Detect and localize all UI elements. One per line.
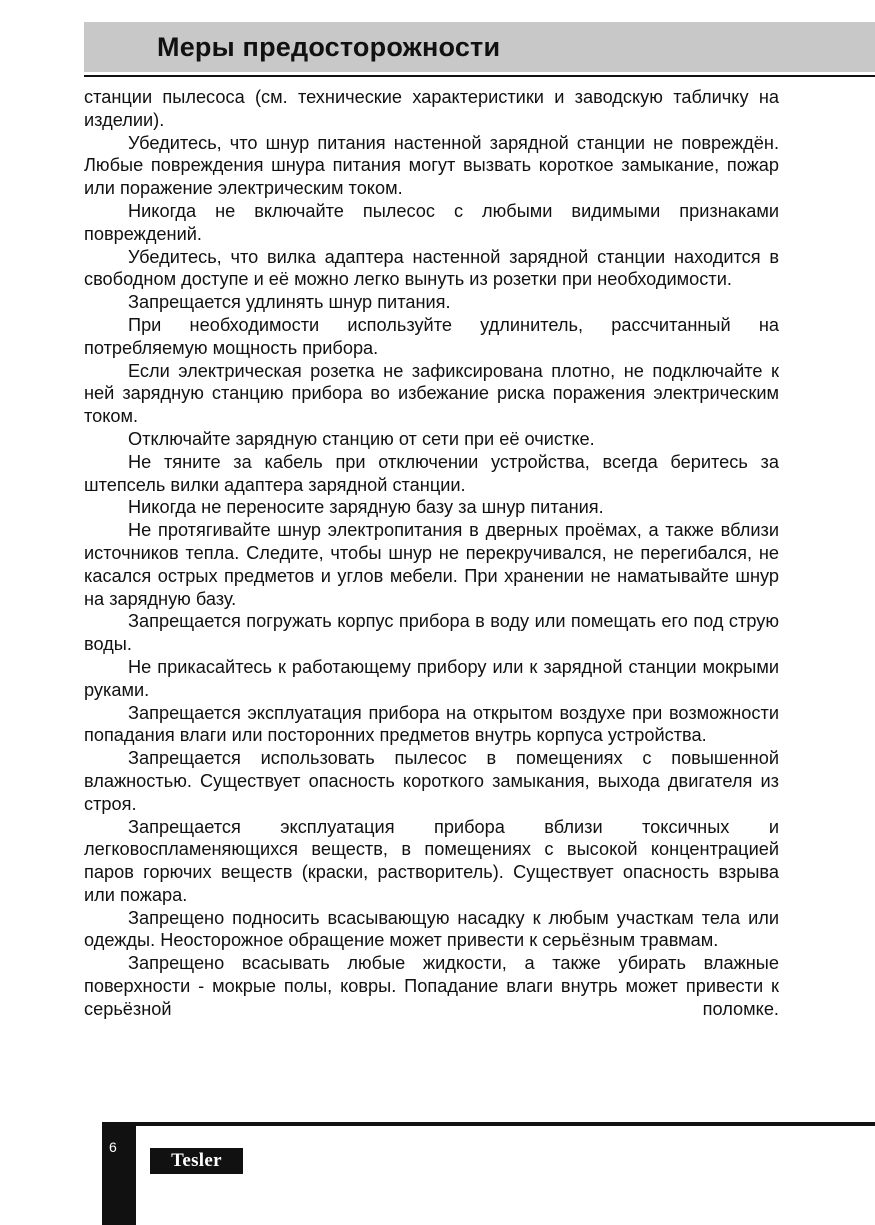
paragraph: Не протягивайте шнур электропитания в дверных проёмах, а также вблизи источников тепла. Следите, чтобы шнур не перекручивался, не перегибался, не касался острых предметов и углов мебели. При хранении не наматывайте шнур на зарядную базу.: [84, 520, 779, 609]
paragraph: Запрещается погружать корпус прибора в воду или помещать его под струю воды.: [84, 611, 779, 655]
paragraph: станции пылесоса (см. технические характеристики и заводскую табличку на изделии).: [84, 87, 779, 130]
paragraph: Запрещается эксплуатация прибора вблизи токсичных и легковоспламеняющихся веществ, в помещениях с высокой концентрацией паров горючих веществ (краски, растворитель). Существует опасность взрыва или пожара.: [84, 816, 779, 905]
paragraph: Запрещается эксплуатация прибора на открытом воздухе при возможности попадания влаги или посторонних предметов внутрь корпуса устройства.: [84, 702, 779, 746]
paragraph: Не прикасайтесь к работающему прибору или к зарядной станции мокрыми руками.: [84, 656, 779, 700]
tesler-logo: Tesler: [150, 1148, 243, 1174]
header-divider: [84, 75, 875, 77]
page-title: Меры предосторожности: [157, 32, 501, 62]
paragraph: Убедитесь, что шнур питания настенной зарядной станции не повреждён. Любые повреждения шнура питания могут вызвать короткое замыкание, пожар или поражение электрическим током.: [84, 132, 779, 199]
paragraph: Запрещено подносить всасывающую насадку к любым участкам тела или одежды. Неосторожное обращение может привести к серьёзным травмам.: [84, 907, 779, 951]
paragraph: Запрещено всасывать любые жидкости, а также убирать влажные поверхности - мокрые полы, ковры. Попадание влаги внутрь может привести к серьёзной поломке.: [84, 953, 779, 1019]
paragraph: Отключайте зарядную станцию от сети при её очистке.: [128, 428, 595, 449]
paragraph: Никогда не включайте пылесос с любыми видимыми признаками повреждений.: [84, 200, 779, 244]
paragraph: Запрещается удлинять шнур питания.: [128, 292, 451, 313]
paragraph: При необходимости используйте удлинитель, рассчитанный на потребляемую мощность прибора.: [84, 314, 779, 358]
paragraph: Запрещается использовать пылесос в помещениях с повышенной влажностью. Существует опасность короткого замыкания, выхода двигателя из строя.: [84, 748, 779, 814]
paragraph: Никогда не переносите зарядную базу за шнур питания.: [128, 497, 604, 518]
footer-divider: [102, 1122, 875, 1126]
footer-bar: [102, 1122, 136, 1225]
paragraph: Убедитесь, что вилка адаптера настенной зарядной станции находится в свободном доступе и её можно легко вынуть из розетки при необходимости.: [84, 246, 779, 290]
page-number: 6: [109, 1139, 117, 1155]
paragraph: Не тяните за кабель при отключении устройства, всегда беритесь за штепсель вилки адаптера зарядной станции.: [84, 451, 779, 495]
paragraph: Если электрическая розетка не зафиксирована плотно, не подключайте к ней зарядную станцию прибора во избежание риска поражения электрическим током.: [84, 360, 779, 427]
body-text: [84, 86, 779, 1021]
